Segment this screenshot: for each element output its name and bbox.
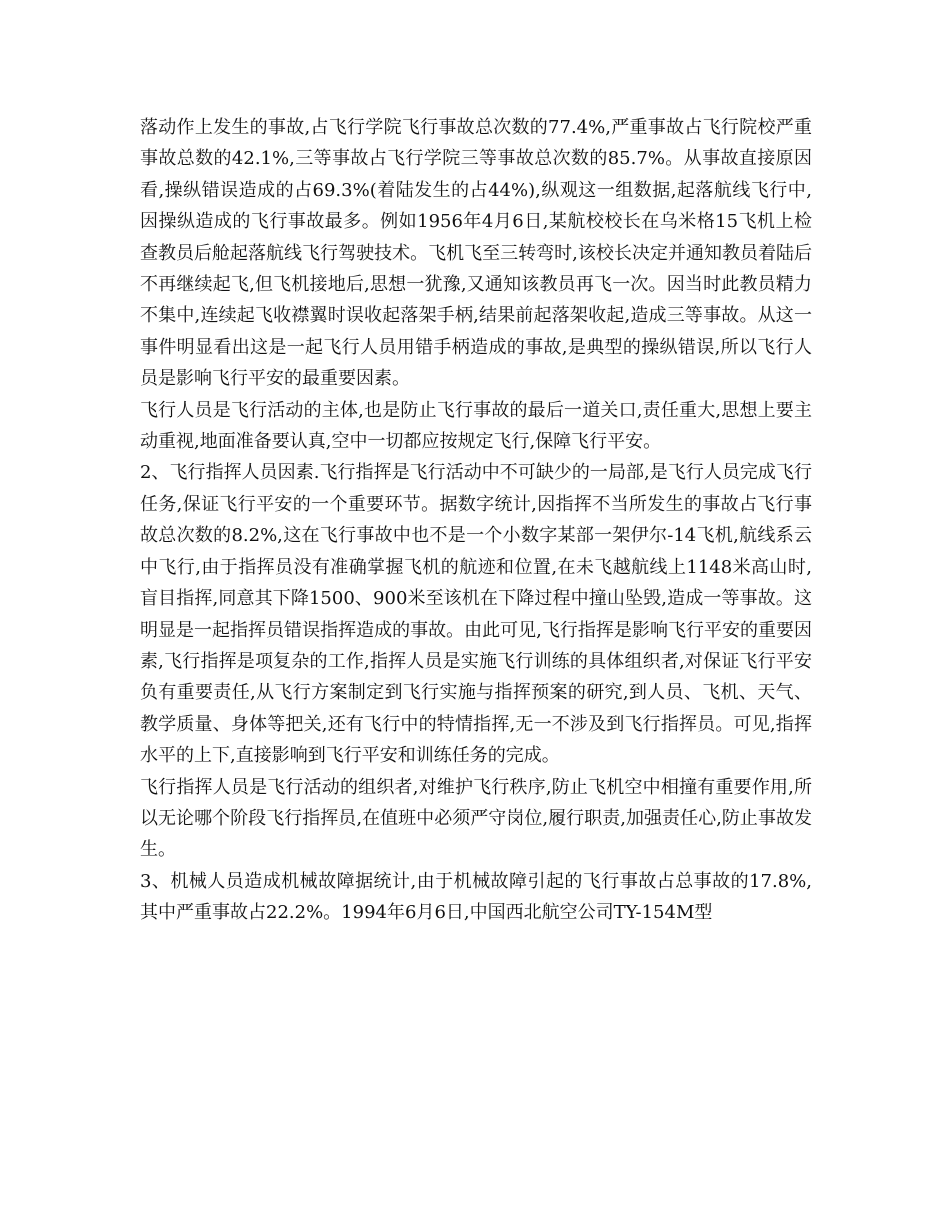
paragraph-takeoff-landing-accidents: 落动作上发生的事故,占飞行学院飞行事故总次数的77.4%,严重事故占飞行院校严重事故总数的42.1%,三等事故占飞行学院三等事故总次数的85.7%。从事故直接原因看,操纵错误造成的占69.3%(着陆发生的占44%),纵观这一组数据,起落航线飞行中,因操纵造成的飞行事故最多。例如1956年4月6日,某航校校长在乌米格15飞机上检查教员后舱起落航线飞行驾驶技术。飞机飞至三转弯时,该校长决定并通知教员着陆后不再继续起飞,但飞机接地后,思想一犹豫,又通知该教员再飞一次。因当时此教员精力不集中,连续起飞收襟翼时误收起落架手柄,结果前起落架收起,造成三等事故。从这一事件明显看出这是一起飞行人员用错手柄造成的事故,是典型的操纵错误,所以飞行人员是影响飞行平安的最重要因素。: [140, 117, 812, 390]
paragraph-pilot-responsibility: 飞行人员是飞行活动的主体,也是防止飞行事故的最后一道关口,责任重大,思想上要主动重视,地面准备要认真,空中一切都应按规定飞行,保障飞行平安。: [140, 399, 812, 453]
paragraph-mechanical-failure: 3、机械人员造成机械故障据统计,由于机械故障引起的飞行事故占总事故的17.8%,其中严重事故占22.2%。1994年6月6日,中国西北航空公司TY-154M型: [140, 870, 812, 924]
paragraph-flight-command-factors: 2、飞行指挥人员因素.飞行指挥是飞行活动中不可缺少的一局部,是飞行人员完成飞行任务,保证飞行平安的一个重要环节。据数字统计,因指挥不当所发生的事故占飞行事故总次数的8.2%,这在飞行事故中也不是一个小数字某部一架伊尔-14飞机,航线系云中飞行,由于指挥员没有准确掌握飞机的航迹和位置,在未飞越航线上1148米高山时,盲目指挥,同意其下降1500、900米至该机在下降过程中撞山坠毁,造成一等事故。这明显是一起指挥员错误指挥造成的事故。由此可见,飞行指挥是影响飞行平安的重要因素,飞行指挥是项复杂的工作,指挥人员是实施飞行训练的具体组织者,对保证飞行平安负有重要责任,从飞行方案制定到飞行实施与指挥预案的研究,到人员、飞机、天气、教学质量、身体等把关,还有飞行中的特情指挥,无一不涉及到飞行指挥员。可见,指挥水平的上下,直接影响到飞行平安和训练任务的完成。: [140, 462, 812, 767]
document-body: [140, 112, 812, 929]
paragraph-command-personnel-duty: 飞行指挥人员是飞行活动的组织者,对维护飞行秩序,防止飞机空中相撞有重要作用,所以无论哪个阶段飞行指挥员,在值班中必须严守岗位,履行职责,加强责任心,防止事故发生。: [140, 776, 812, 861]
